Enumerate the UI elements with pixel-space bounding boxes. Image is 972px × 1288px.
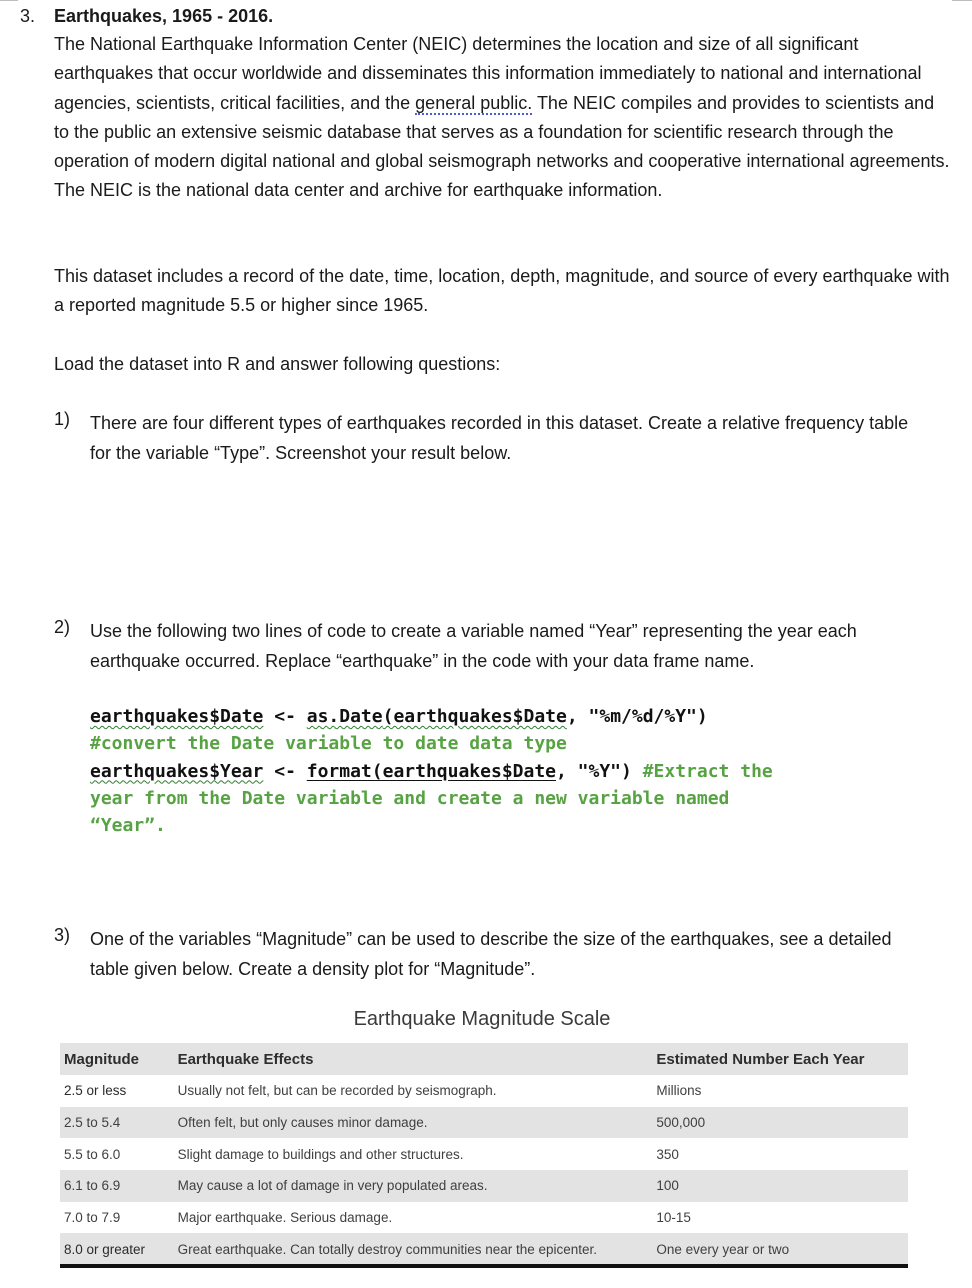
code-comment-line-4: year from the Date variable and create a new variable named [90, 787, 730, 809]
item-1-number: 1) [54, 409, 71, 429]
header-estimated: Estimated Number Each Year [652, 1043, 908, 1075]
load-instruction: Load the dataset into R and answer following questions: [54, 354, 501, 374]
item-3-text: One of the variables “Magnitude” can be used to describe the size of the earthquakes, see a detailed table given below. Create a density plot for “Magnitude”. [90, 929, 892, 979]
code-as-date-fn: as.Date [306, 706, 383, 727]
cell-magnitude: 6.1 to 6.9 [60, 1170, 174, 1202]
table-title: Earthquake Magnitude Scale [353, 1008, 611, 1030]
dataset-paragraph: This dataset includes a record of the date, time, location, depth, magnitude, and source of every earthquake with a reported magnitude 5.5 or higher since 1965. [54, 266, 950, 316]
code-as-date-arg: (earthquakes$Date [382, 706, 567, 727]
cell-estimated: One every year or two [652, 1233, 908, 1265]
cell-effects: Great earthquake. Can totally destroy communities near the epicenter. [174, 1233, 653, 1265]
table-row [60, 1075, 908, 1107]
code-assign-op-2: <- [263, 760, 307, 782]
code-comment-extract: #Extract the [642, 760, 773, 782]
page-corner-mark-right [952, 0, 972, 1]
general-public-phrase: general public. [415, 92, 533, 113]
item-1-text: There are four different types of earthquakes recorded in this dataset. Create a relative frequency table for the variable “Type”. Screenshot your result below. [90, 413, 909, 463]
table-bottom-rule [60, 1264, 908, 1268]
header-magnitude: Magnitude [60, 1043, 174, 1075]
code-comment-line-5: “Year”. [90, 815, 166, 837]
item-3-number: 3) [54, 925, 71, 945]
magnitude-scale-table [60, 1043, 908, 1265]
table-row [60, 1202, 908, 1234]
code-year-format: , "%Y") [556, 760, 643, 782]
page-corner-mark-left [0, 0, 18, 1]
cell-estimated: 350 [656, 1146, 679, 1162]
code-assign-op: <- [263, 706, 307, 727]
cell-effects: May cause a lot of damage in very populated areas. [174, 1170, 653, 1202]
code-block [90, 703, 930, 839]
cell-effects: Often felt, but only causes minor damage. [174, 1107, 653, 1139]
table-row [60, 1233, 908, 1265]
code-comment-convert: #convert the Date variable to date data type [90, 733, 567, 755]
intro-text-a: The National Earthquake Information Center (NEIC) determines the location and size of all significant earthquakes that occur worldwide and disseminates this information immediately to national and international agencies, scientists, critical facilities, and the [54, 34, 922, 113]
cell-magnitude: 2.5 or less [64, 1083, 127, 1099]
cell-magnitude: 8.0 or greater [60, 1233, 174, 1265]
header-effects: Earthquake Effects [174, 1043, 653, 1075]
cell-magnitude: 5.5 to 6.0 [64, 1146, 121, 1162]
code-format-fn: format(earthquakes$Date [306, 760, 556, 782]
code-line-3 [90, 758, 930, 785]
cell-effects: Usually not felt, but can be recorded by seismograph. [177, 1083, 497, 1099]
code-date-var: earthquakes$Date [90, 706, 264, 727]
code-year-var: earthquakes$Year [90, 760, 264, 782]
item-2-number: 2) [54, 617, 71, 637]
code-line-1 [90, 703, 930, 730]
code-format-string: , "%m/%d/%Y") [566, 706, 708, 727]
cell-estimated: 500,000 [652, 1107, 908, 1139]
cell-magnitude: 7.0 to 7.9 [64, 1210, 121, 1226]
cell-effects: Major earthquake. Serious damage. [177, 1210, 393, 1226]
table-row [60, 1107, 908, 1139]
question-number: 3. [20, 6, 36, 26]
question-title: Earthquakes, 1965 - 2016. [54, 6, 274, 26]
intro-paragraph [54, 30, 954, 206]
cell-magnitude: 2.5 to 5.4 [60, 1107, 174, 1139]
cell-effects: Slight damage to buildings and other structures. [177, 1146, 464, 1162]
cell-estimated: 100 [652, 1170, 908, 1202]
table-row [60, 1138, 908, 1170]
table-row [60, 1170, 908, 1202]
cell-estimated: Millions [656, 1083, 702, 1099]
item-2-text: Use the following two lines of code to create a variable named “Year” representing the year each earthquake occurred. Replace “earthquake” in the code with your data frame name. [90, 621, 857, 671]
cell-estimated: 10-15 [656, 1210, 691, 1226]
table-header-row [60, 1043, 908, 1075]
intro-text-b: The NEIC compiles and provides to scientists and to the public an extensive seismic database that serves as a foundation for scientific research through the operation of modern digital national and global seismograph networks and cooperative international agreements. The NEIC is the national data center and archive for earthquake information. [54, 92, 950, 201]
